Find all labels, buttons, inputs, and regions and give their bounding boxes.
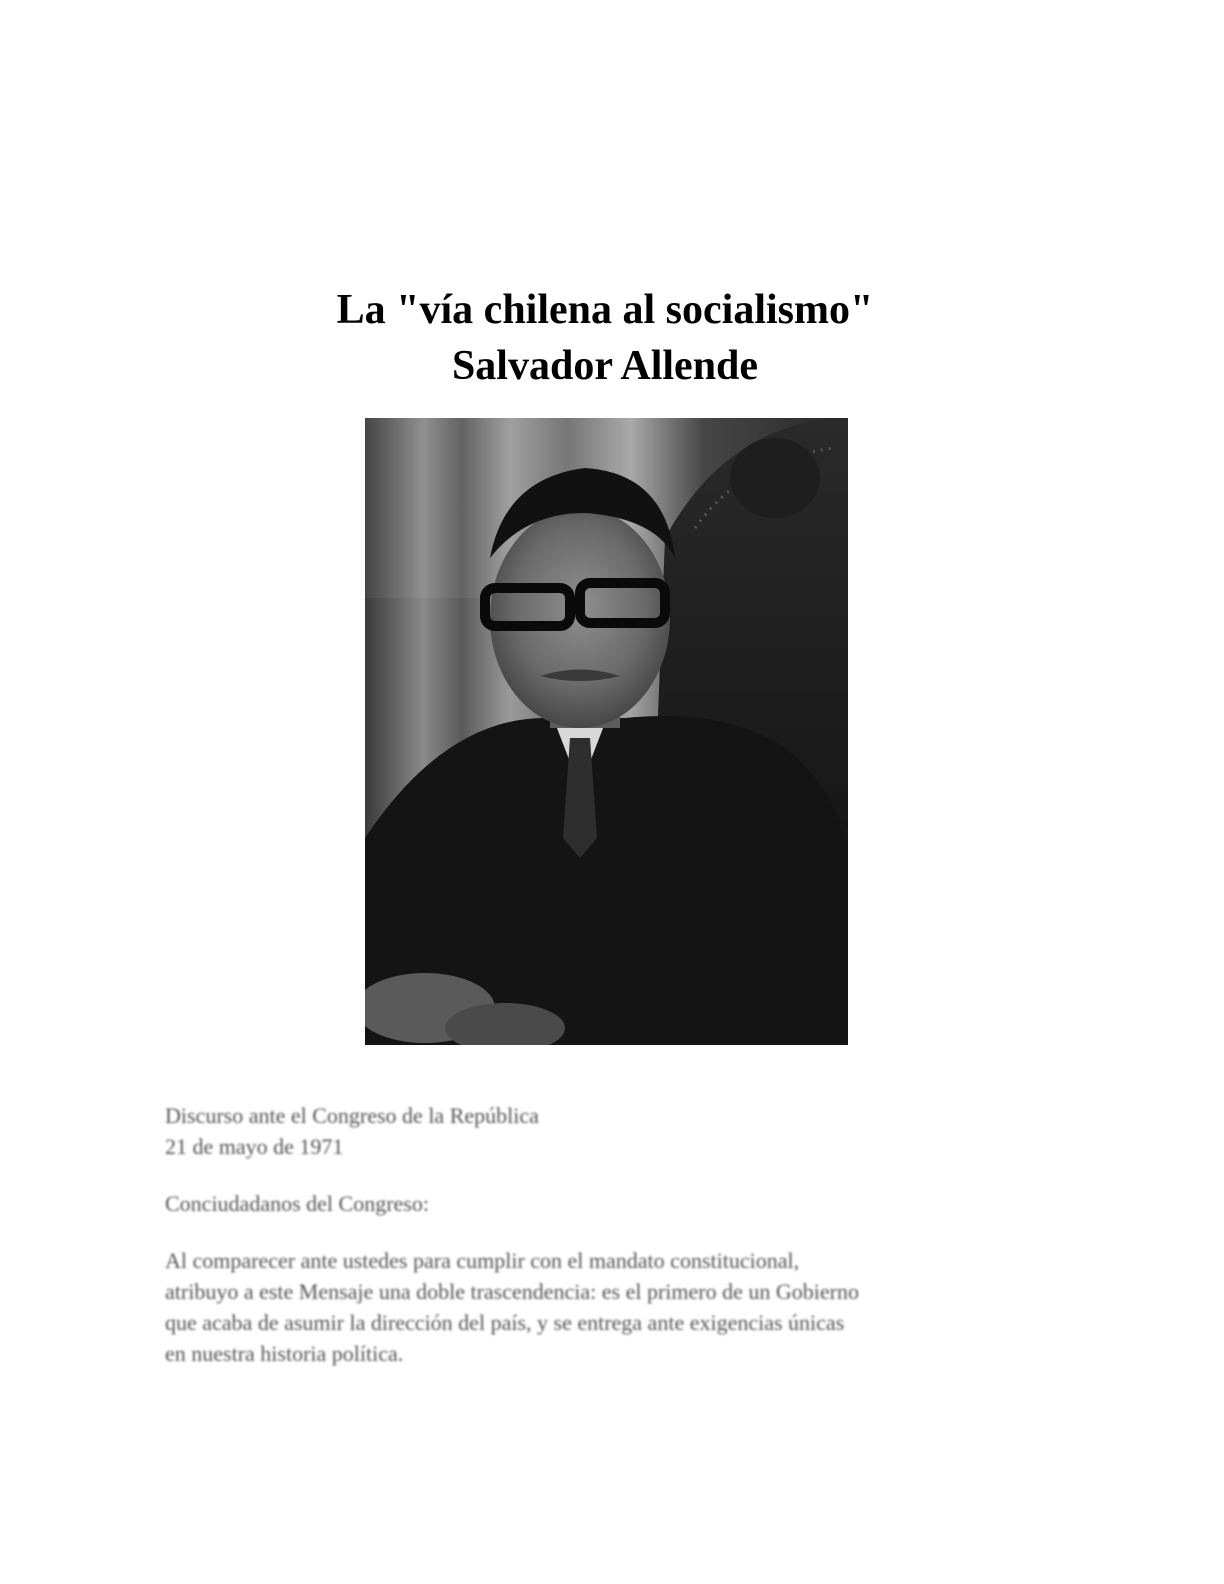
paragraph-line: en nuestra historia política. xyxy=(165,1341,404,1366)
paragraph-line: que acaba de asumir la dirección del país, y se entrega ante exigencias únicas xyxy=(165,1310,845,1335)
portrait-image xyxy=(365,418,848,1045)
speech-paragraph xyxy=(165,1245,1065,1369)
speech-excerpt xyxy=(165,1100,1065,1395)
title-line-1: La "vía chilena al socialismo" xyxy=(336,287,874,333)
speech-occasion: Discurso ante el Congreso de la República xyxy=(165,1103,539,1128)
portrait-photo xyxy=(365,418,848,1045)
title-line-2: Salvador Allende xyxy=(451,343,759,389)
paragraph-line: atribuyo a este Mensaje una doble trascendencia: es el primero de un Gobierno xyxy=(165,1279,859,1304)
paragraph-line: Al comparecer ante ustedes para cumplir con el mandato constitucional, xyxy=(165,1248,800,1273)
speech-salutation: Conciudadanos del Congreso: xyxy=(165,1191,429,1216)
document-title xyxy=(0,282,1210,394)
speech-header xyxy=(165,1100,1065,1162)
speech-date: 21 de mayo de 1971 xyxy=(165,1134,344,1159)
